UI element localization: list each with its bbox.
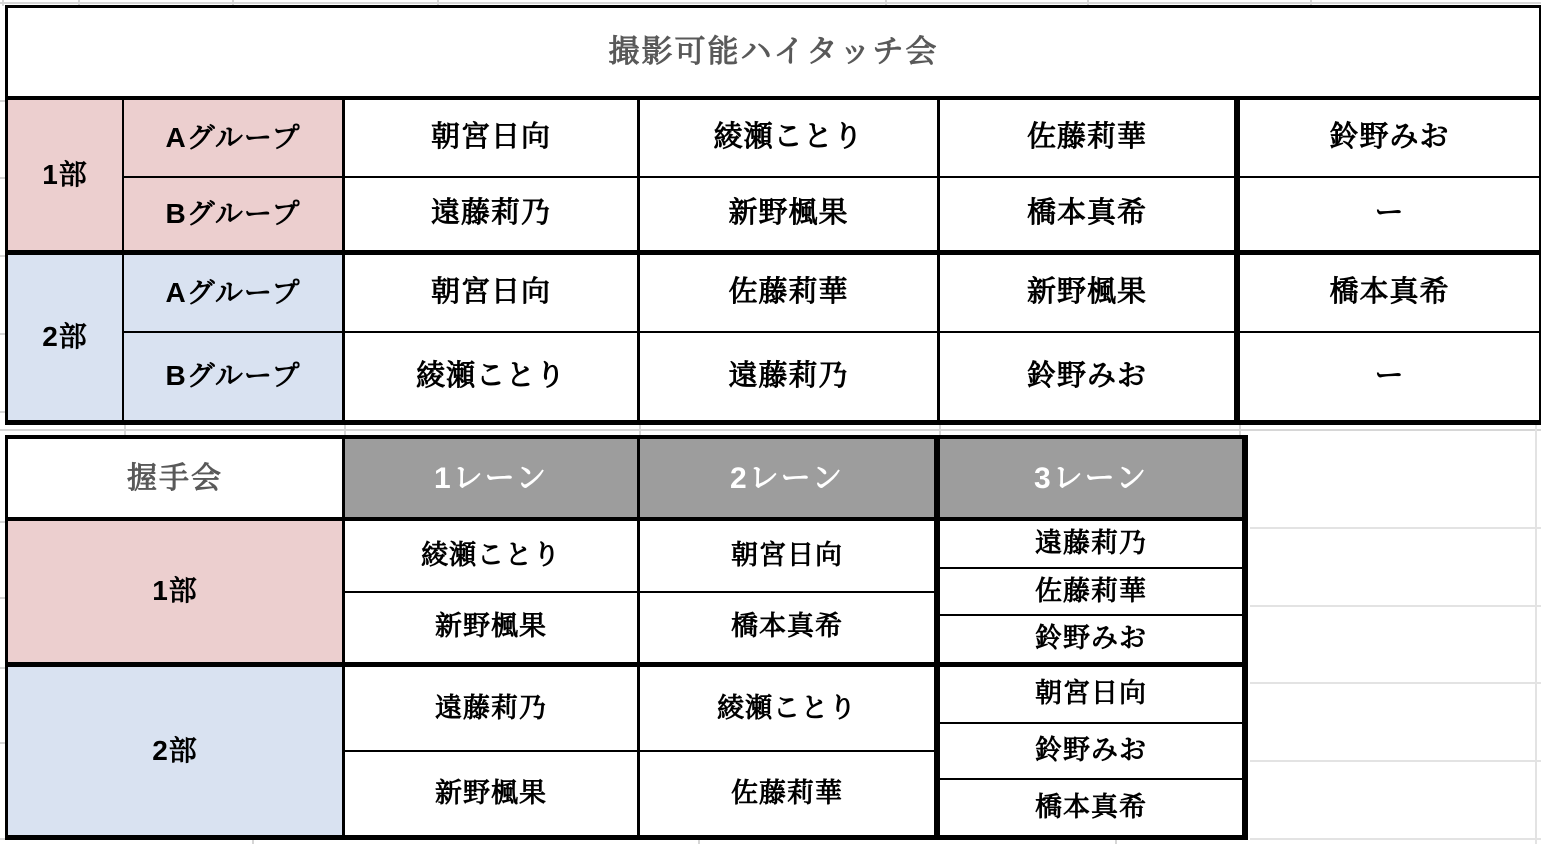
member-cell[interactable]: 遠藤莉乃 bbox=[345, 178, 640, 255]
member-cell[interactable]: 新野楓果 bbox=[640, 178, 940, 255]
sheet-gridline bbox=[1250, 838, 1541, 840]
section-label-cell[interactable]: 2部 bbox=[8, 255, 124, 420]
lane2-cell-group bbox=[640, 521, 940, 667]
member-cell[interactable]: 橋本真希 bbox=[1035, 791, 1147, 822]
member-cell[interactable]: 鈴野みお bbox=[1240, 100, 1539, 178]
member-cell[interactable]: 新野楓果 bbox=[435, 611, 547, 642]
sheet-gridline bbox=[1250, 527, 1541, 529]
member-cell[interactable]: 鈴野みお bbox=[940, 724, 1242, 781]
section-label-cell[interactable]: 1部 bbox=[8, 100, 124, 255]
handshake-table bbox=[5, 435, 1248, 840]
section-label-cell[interactable]: 2部 bbox=[8, 667, 345, 835]
group-label-cell[interactable]: Bグループ bbox=[124, 333, 345, 420]
member-cell[interactable]: 遠藤莉乃 bbox=[640, 333, 940, 420]
group-label-cell[interactable]: Aグループ bbox=[124, 255, 345, 333]
member-cell[interactable]: 朝宮日向 bbox=[640, 521, 934, 593]
lane1-cell-group bbox=[345, 521, 640, 667]
member-cell[interactable]: 佐藤莉華 bbox=[640, 255, 940, 333]
member-cell[interactable]: 綾瀬ことり bbox=[640, 100, 940, 178]
member-cell[interactable]: ー bbox=[1240, 333, 1539, 420]
sheet-gridline bbox=[1250, 682, 1541, 684]
lane-header-cell[interactable]: 2レーン bbox=[640, 439, 940, 521]
lane2-cell-group bbox=[640, 667, 940, 835]
sheet-gridline bbox=[1115, 840, 1117, 844]
member-cell[interactable]: 綾瀬ことり bbox=[345, 521, 637, 593]
member-cell[interactable]: 佐藤莉華 bbox=[940, 569, 1242, 617]
section-label-cell[interactable]: 1部 bbox=[8, 521, 345, 667]
member-cell[interactable]: 朝宮日向 bbox=[345, 255, 640, 333]
table2-title-cell[interactable]: 握手会 bbox=[8, 439, 345, 521]
lane-header-cell[interactable]: 3レーン bbox=[940, 439, 1242, 521]
lane-header-cell[interactable]: 1レーン bbox=[345, 439, 640, 521]
group-label-cell[interactable]: Bグループ bbox=[124, 178, 345, 255]
member-cell[interactable]: 遠藤莉乃 bbox=[345, 667, 637, 752]
member-cell[interactable]: ー bbox=[1240, 178, 1539, 255]
member-cell[interactable]: 朝宮日向 bbox=[940, 667, 1242, 724]
member-cell[interactable]: 新野楓果 bbox=[435, 777, 547, 808]
member-cell[interactable]: 鈴野みお bbox=[1035, 623, 1147, 654]
sheet-gridline bbox=[2, 0, 4, 6]
member-cell[interactable]: 佐藤莉華 bbox=[940, 100, 1240, 178]
sheet-gridline bbox=[0, 429, 1541, 431]
member-cell[interactable]: 佐藤莉華 bbox=[731, 777, 843, 808]
member-cell[interactable]: 橋本真希 bbox=[1240, 255, 1539, 333]
sheet-gridline bbox=[1250, 760, 1541, 762]
lane3-cell-group bbox=[940, 667, 1242, 835]
sheet-gridline bbox=[252, 840, 254, 844]
member-cell[interactable]: 朝宮日向 bbox=[345, 100, 640, 178]
member-cell[interactable]: 遠藤莉乃 bbox=[940, 521, 1242, 569]
member-cell[interactable]: 橋本真希 bbox=[731, 611, 843, 642]
photo-hitouch-table bbox=[5, 5, 1541, 425]
sheet-gridline bbox=[1250, 605, 1541, 607]
member-cell[interactable]: 橋本真希 bbox=[940, 178, 1240, 255]
member-cell[interactable]: 綾瀬ことり bbox=[640, 667, 934, 752]
table1-title-cell[interactable]: 撮影可能ハイタッチ会 bbox=[8, 8, 1539, 100]
lane1-cell-group bbox=[345, 667, 640, 835]
lane3-cell-group bbox=[940, 521, 1242, 667]
group-label-cell[interactable]: Aグループ bbox=[124, 100, 345, 178]
sheet-gridline bbox=[698, 840, 700, 844]
member-cell[interactable]: 綾瀬ことり bbox=[345, 333, 640, 420]
member-cell[interactable]: 鈴野みお bbox=[940, 333, 1240, 420]
member-cell[interactable]: 新野楓果 bbox=[940, 255, 1240, 333]
sheet-gridline bbox=[1535, 420, 1537, 844]
